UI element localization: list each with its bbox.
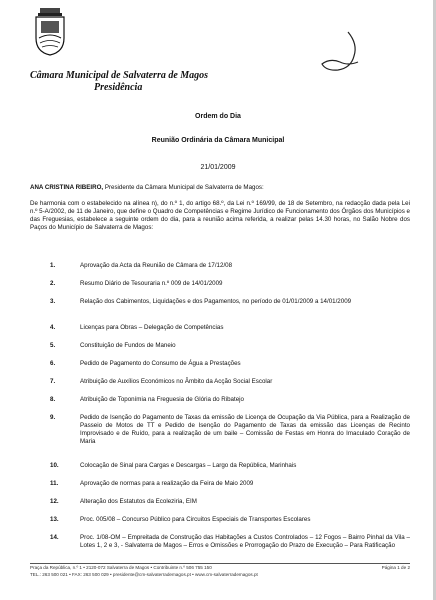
footer-divider — [30, 563, 410, 564]
municipal-crest-icon — [33, 8, 67, 56]
handwritten-signature — [318, 28, 366, 76]
org-department: Presidência — [94, 82, 143, 93]
legal-paragraph: De harmonia com o estabelecido na alínea n), do n.º 1, do artigo 68.º, da Lei n.º 169/99, de 18 de Setembro, na redacção dada pela Lei n.º 5-A/2002, de 11 de Janeiro, que define o Quadro de Competências e Regime Jurídico de Funcionamento dos Órgãos dos Municípios e das Freguesias, estabelece a seguinte ordem do dia, para a reunião acima referida, a realizar pelas 14.30 horas, no Salão Nobre dos Paços do Município de Salvaterra de Magos: — [30, 200, 410, 231]
organization-header — [30, 70, 208, 94]
president-title: Presidente da Câmara Municipal de Salvaterra de Magos: — [103, 184, 264, 191]
document-subtitle: Reunião Ordinária da Câmara Municipal — [151, 137, 285, 144]
footer-address: Praça da República, n.º 1 • 2120-072 Salvaterra de Magos • Contribuinte n.º 506 755 150 — [30, 565, 212, 570]
intro-line — [30, 184, 410, 192]
president-name: ANA CRISTINA RIBEIRO, — [30, 184, 104, 191]
document-date: 21/01/2009 — [200, 164, 236, 171]
org-name: Câmara Municipal de Salvaterra de Magos — [30, 70, 209, 81]
footer-contacts: TEL.: 263 500 021 • FAX: 263 500 029 • presidente@cm-salvaterrademagos.pt • www.cm-salvaterrademagos.pt — [30, 572, 258, 577]
page-number: Página 1 de 2 — [381, 565, 410, 570]
document-title: Ordem do Dia — [195, 113, 241, 120]
